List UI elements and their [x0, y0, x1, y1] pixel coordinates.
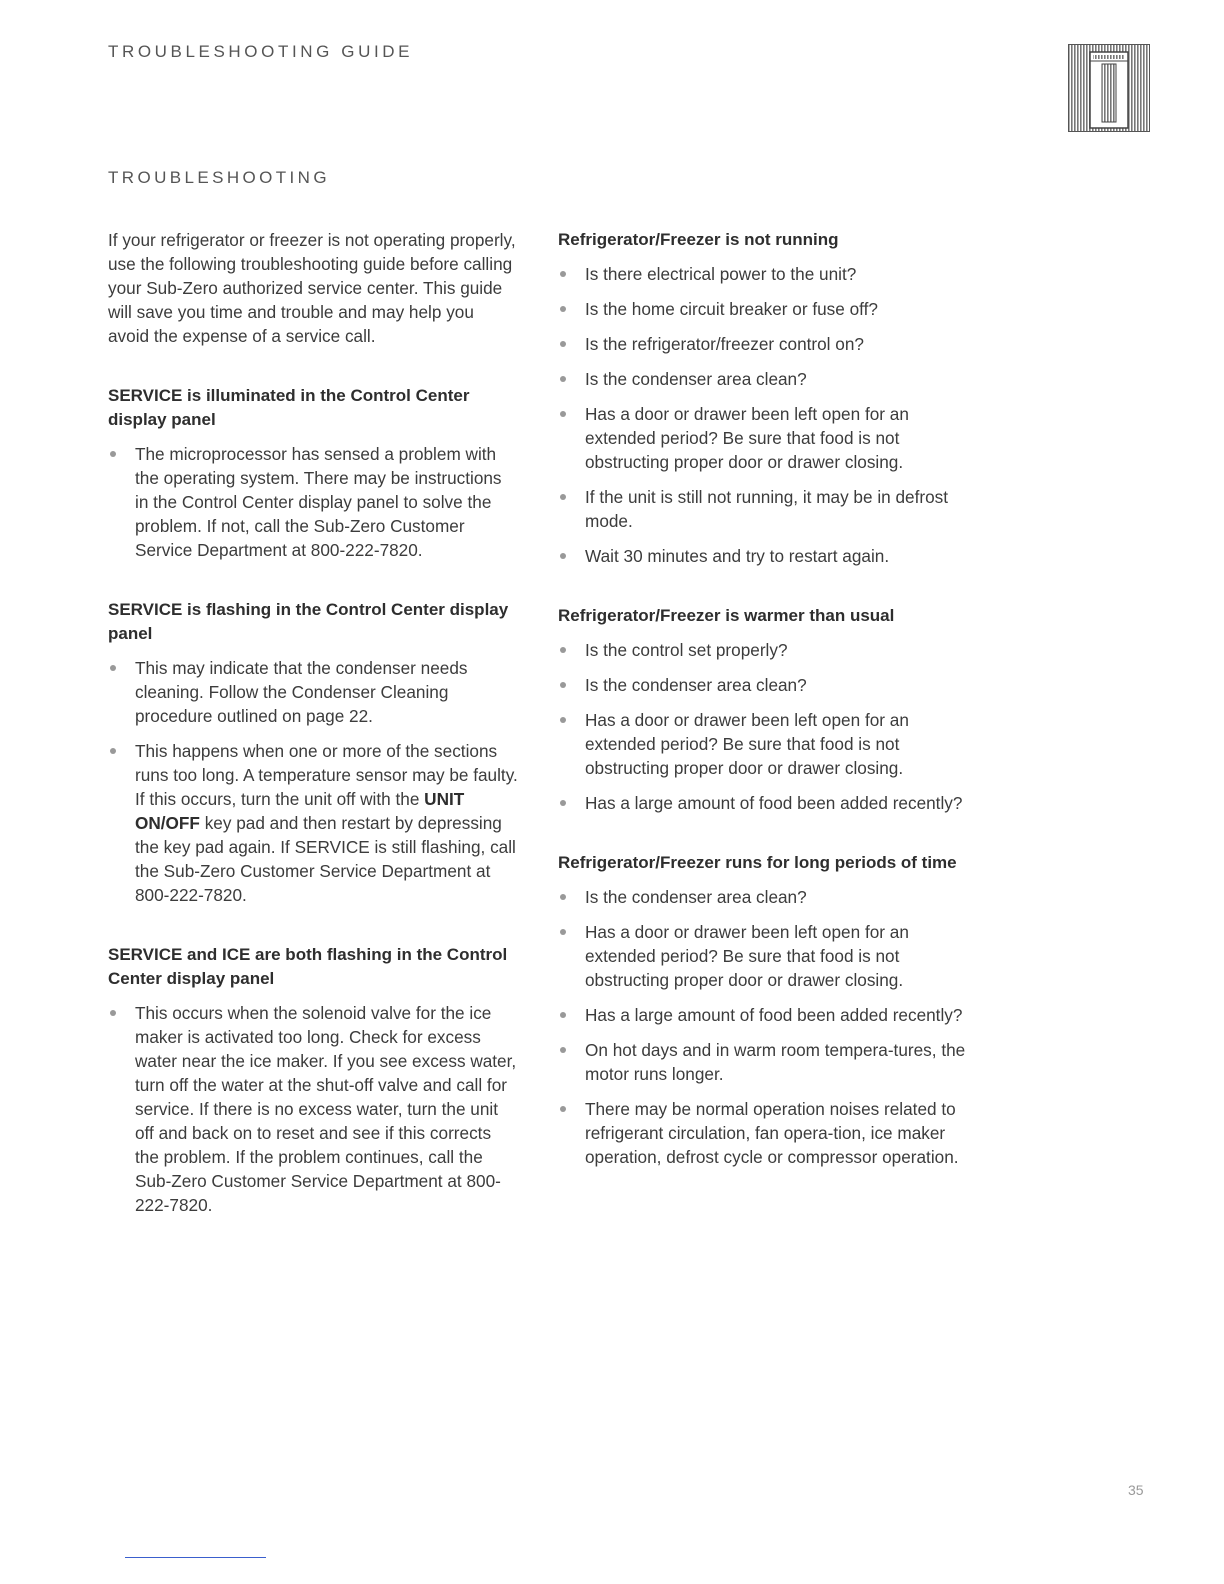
list-item: If the unit is still not running, it may be in defrost mode.	[558, 485, 968, 533]
list-item: Has a door or drawer been left open for an extended period? Be sure that food is not obstructing proper door or drawer closing.	[558, 402, 968, 474]
bullet-icon	[560, 1012, 566, 1018]
list-item: Is the home circuit breaker or fuse off?	[558, 297, 968, 321]
bullet-icon	[560, 376, 566, 382]
list-item: This happens when one or more of the sections runs too long. A temperature sensor may be faulty. If this occurs, turn the unit off with the UNIT ON/OFF key pad and then restart by depressing the key pad again. If SERVICE is still flashing, call the Sub-Zero Customer Service Department at 800-222-7820.	[108, 739, 518, 907]
bullet-icon	[560, 341, 566, 347]
list-item: Has a door or drawer been left open for an extended period? Be sure that food is not obstructing proper door or drawer closing.	[558, 920, 968, 992]
list-item: Is the condenser area clean?	[558, 885, 968, 909]
footer-rule	[125, 1557, 266, 1558]
refrigerator-icon	[1068, 44, 1150, 132]
section-title: TROUBLESHOOTING	[108, 168, 330, 187]
list-item: Has a large amount of food been added recently?	[558, 1003, 968, 1027]
list-item: Is the control set properly?	[558, 638, 968, 662]
right-column	[558, 228, 968, 1205]
bullet-icon	[110, 451, 116, 457]
bullet-icon	[110, 1010, 116, 1016]
section-heading: SERVICE is illuminated in the Control Center display panel	[108, 386, 470, 429]
bullet-icon	[110, 665, 116, 671]
bullet-icon	[560, 717, 566, 723]
section-service-flashing	[108, 598, 518, 907]
list-item: On hot days and in warm room tempera-tures, the motor runs longer.	[558, 1038, 968, 1086]
list-item: The microprocessor has sensed a problem with the operating system. There may be instructions in the Control Center display panel to solve the problem. If not, call the Sub-Zero Customer Service Department at 800-222-7820.	[108, 442, 518, 562]
section-service-illuminated	[108, 384, 518, 562]
list-item: Is the condenser area clean?	[558, 367, 968, 391]
section-runs-long	[558, 851, 968, 1169]
list-item: There may be normal operation noises related to refrigerant circulation, fan opera-tion, ice maker operation, defrost cycle or compressor operation.	[558, 1097, 968, 1169]
bullet-icon	[560, 647, 566, 653]
bullet-icon	[560, 306, 566, 312]
bullet-icon	[560, 1047, 566, 1053]
section-heading: SERVICE and ICE are both flashing in the Control Center display panel	[108, 945, 508, 988]
bullet-icon	[560, 800, 566, 806]
section-warmer-than-usual	[558, 604, 968, 815]
bullet-icon	[110, 748, 116, 754]
left-column	[108, 228, 518, 1253]
list-item: Has a large amount of food been added recently?	[558, 791, 968, 815]
list-item: Has a door or drawer been left open for an extended period? Be sure that food is not obstructing proper door or drawer closing.	[558, 708, 968, 780]
section-service-ice-flashing	[108, 943, 518, 1217]
list-item: Is there electrical power to the unit?	[558, 262, 968, 286]
bullet-icon	[560, 494, 566, 500]
section-heading: SERVICE is flashing in the Control Center display panel	[108, 600, 509, 643]
running-head: TROUBLESHOOTING GUIDE	[108, 42, 414, 61]
section-heading: Refrigerator/Freezer is warmer than usual	[558, 606, 895, 625]
bullet-icon	[560, 553, 566, 559]
bullet-icon	[560, 682, 566, 688]
list-item: Wait 30 minutes and try to restart again.	[558, 544, 968, 568]
bullet-icon	[560, 271, 566, 277]
bullet-icon	[560, 1106, 566, 1112]
bullet-icon	[560, 894, 566, 900]
list-item: This occurs when the solenoid valve for the ice maker is activated too long. Check for excess water near the ice maker. If you see excess water, turn off the water at the shut-off valve and call for service. If there is no excess water, turn the unit off and back on to reset and see if this corrects the problem. If the problem continues, call the Sub-Zero Customer Service Department at 800-222-7820.	[108, 1001, 518, 1217]
list-item: Is the refrigerator/freezer control on?	[558, 332, 968, 356]
section-not-running	[558, 228, 968, 568]
bullet-icon	[560, 929, 566, 935]
intro-paragraph: If your refrigerator or freezer is not operating properly, use the following troubleshooting guide before calling your Sub-Zero authorized service center. This guide will save you time and trouble and may help you avoid the expense of a service call.	[108, 230, 516, 346]
section-heading: Refrigerator/Freezer runs for long periods of time	[558, 853, 957, 872]
list-item: Is the condenser area clean?	[558, 673, 968, 697]
list-item: This may indicate that the condenser needs cleaning. Follow the Condenser Cleaning procedure outlined on page 22.	[108, 656, 518, 728]
bullet-icon	[560, 411, 566, 417]
page-number: 35	[1128, 1482, 1144, 1498]
section-heading: Refrigerator/Freezer is not running	[558, 230, 839, 249]
unit-on-off-key-label: UNIT ON/OFF	[135, 789, 465, 833]
